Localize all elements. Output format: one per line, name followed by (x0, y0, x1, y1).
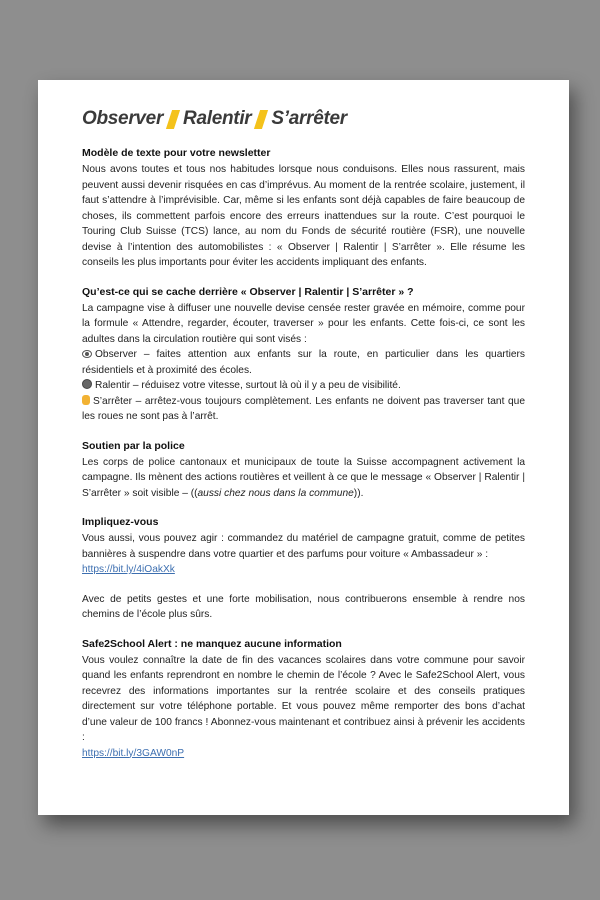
logo-word-sarreter: S’arrêter (271, 108, 347, 129)
section-body: Nous avons toutes et tous nos habitudes lorsque nous conduisons. Elles nous rassurent, mais peuvent aussi devenir risquées en cas d’imprévus. Au moment de la rentrée scolaire, justement, il faut s’attendre à l’imprévisible. Car, même si les enfants sont déjà capables de faire beaucoup de choses, ils commettent parfois encore des erreurs inattendues sur la route. C’est pourquoi le Touring Club Suisse (TCS) lance, au nom du Fonds de sécurité routière (FSR), une nouvelle devise à l’intention des automobilistes : « Observer | Ralentir | S’arrêter ». Elle résume les conseils les plus importants pour éviter les accidents impliquant des enfants. (82, 164, 525, 268)
section-title: Impliquez-vous (82, 516, 159, 528)
section-closing (82, 592, 525, 623)
section-police (82, 439, 525, 502)
list-item-sarreter: S’arrêter – arrêtez-vous toujours complètement. Les enfants ne doivent pas traverser tant que les roues ne sont pas à l’arrêt. (82, 395, 525, 422)
section-body: Vous aussi, vous pouvez agir : commandez du matériel de campagne gratuit, comme de petites bannières à suspendre dans votre quartier et des parfums pour voiture « Ambassadeur » : https://bit.ly/4iOakXk (82, 533, 525, 575)
safe2school-link[interactable]: https://bit.ly/3GAW0nP (82, 747, 185, 759)
section-title: Safe2School Alert : ne manquez aucune information (82, 637, 342, 650)
logo-word-ralentir: Ralentir (183, 108, 252, 129)
logo-word-observer: Observer (82, 108, 164, 129)
stop-hand-icon (82, 395, 90, 405)
list-item-ralentir: Ralentir – réduisez votre vitesse, surtout là où il y a peu de visibilité. (82, 378, 525, 394)
section-newsletter (82, 146, 525, 271)
section-title: Soutien par la police (82, 439, 185, 452)
document-page (38, 80, 569, 815)
section-body: Vous voulez connaître la date de fin des vacances scolaires dans votre commune pour savoir quand les enfants reprendront en nombre le chemin de l’école ? Avec le Safe2School Alert, vous recevrez des informations importantes sur la rentrée scolaire et des conseils pratiques directement sur votre téléphone portable. Et vous pouvez même remporter des bons d’achat d’une valeur de 100 francs ! Abonnez-vous maintenant et contribuez ainsi à prévenir les accidents : https://bit.ly/3GAW0nP (82, 654, 525, 759)
section-title: Modèle de texte pour votre newsletter (82, 147, 271, 159)
eye-icon (82, 350, 92, 358)
campaign-material-link[interactable]: https://bit.ly/4iOakXk (82, 564, 175, 575)
placeholder-italic: aussi chez nous dans la commune (197, 487, 354, 499)
list-item-observer: Observer – faites attention aux enfants sur la route, en particulier dans les quartiers résidentiels et à proximité des écoles. (82, 349, 525, 376)
section-safe2school (82, 637, 525, 762)
section-get-involved (82, 515, 525, 578)
slow-down-icon (82, 379, 92, 389)
section-campaign (82, 285, 525, 425)
logo-slash-2 (254, 110, 268, 129)
campaign-logo (82, 106, 525, 132)
section-body: Avec de petits gestes et une forte mobilisation, nous contribuerons ensemble à rendre nos chemins de l’école plus sûrs. (82, 593, 525, 620)
section-title: Qu’est-ce qui se cache derrière « Observer | Ralentir | S’arrêter » ? (82, 285, 414, 298)
section-body: La campagne vise à diffuser une nouvelle devise censée rester gravée en mémoire, comme pour la formule « Attendre, regarder, écouter, traverser » pour les enfants. Cette fois-ci, ce sont les adultes dans la circulation routière qui sont visés : (82, 302, 525, 345)
section-body: Les corps de police cantonaux et municipaux de toute la Suisse accompagnent activement la campagne. Ils mènent des actions routières et veillent à ce que le message « Observer | Ralentir | S’arrêter » soit visible – ((aussi chez nous dans la commune)). (82, 456, 525, 499)
logo-slash-1 (166, 110, 180, 129)
